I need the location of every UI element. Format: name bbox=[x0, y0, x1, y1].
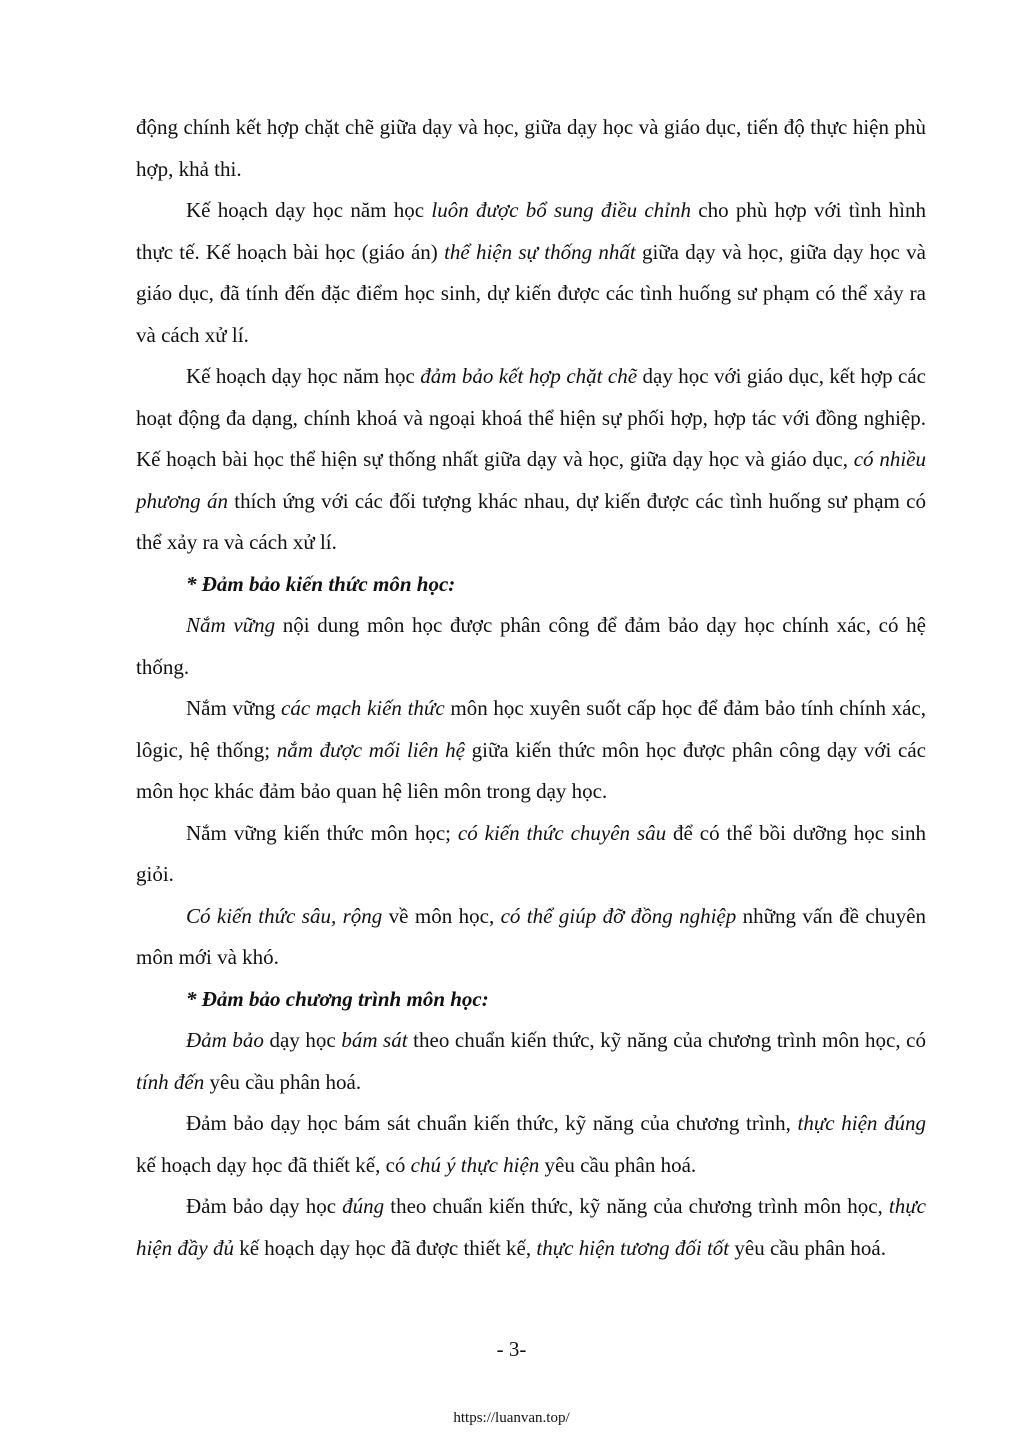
italic-run: có kiến thức chuyên sâu bbox=[457, 820, 667, 845]
text-run: động chính kết hợp chặt chẽ giữa dạy và học, giữa dạy học và giáo dục, tiến độ thực hiện phù hợp, khả thi. bbox=[136, 115, 926, 181]
italic-run: thực hiện tương đối tốt bbox=[536, 1235, 730, 1260]
text-run: Đảm bảo dạy học bbox=[186, 1194, 343, 1218]
paragraph-1 bbox=[136, 107, 926, 190]
text-run: cho phù hợp với tình hình thực tế. Kế hoạch bài học (giáo án) bbox=[136, 198, 926, 264]
footer-url: https://luanvan.top/ bbox=[453, 1410, 570, 1426]
text-run: môn học xuyên suốt cấp học để đảm bảo tính chính xác, lôgic, hệ thống; bbox=[136, 696, 927, 762]
text-run: theo chuẩn kiến thức, kỹ năng của chương trình môn học, có bbox=[407, 1028, 926, 1052]
paragraph-5 bbox=[136, 688, 926, 813]
text-run: giữa dạy và học, giữa dạy học và giáo dục, đã tính đến đặc điểm học sinh, dự kiến được các tình huống sư phạm có thể xảy ra và cách xử lí. bbox=[136, 239, 927, 347]
italic-run: thực hiện đúng bbox=[797, 1111, 926, 1135]
italic-run: nắm được mối liên hệ bbox=[276, 737, 465, 762]
document-body bbox=[136, 107, 926, 1269]
italic-run: chú ý thực hiện bbox=[410, 1152, 540, 1177]
text-run: Nắm vững bbox=[186, 696, 282, 720]
italic-run: Đảm bảo bbox=[186, 1028, 264, 1052]
text-run: yêu cầu phân hoá. bbox=[204, 1069, 362, 1094]
paragraph-6 bbox=[136, 813, 926, 896]
text-run: Kế hoạch dạy học năm học bbox=[186, 364, 421, 388]
text-run: dạy học với giáo dục, kết hợp các hoạt động đa dạng, chính khoá và ngoại khoá thể hiện sự phối hợp, hợp tác với đồng nghiệp. Kế hoạch bài học thể hiện sự thống nhất giữa dạy và học, giữa dạy học và giáo dục, bbox=[136, 364, 927, 471]
italic-run: Có kiến thức sâu, rộng bbox=[186, 903, 383, 928]
paragraph-2 bbox=[136, 190, 926, 356]
italic-run: Nắm vững bbox=[186, 613, 276, 637]
paragraph-4 bbox=[136, 605, 926, 688]
paragraph-9 bbox=[136, 1103, 926, 1186]
section-heading-knowledge: * Đảm bảo kiến thức môn học: bbox=[186, 571, 456, 596]
italic-run: thể hiện sự thống nhất bbox=[444, 239, 636, 264]
italic-run: luôn được bổ sung điều chỉnh bbox=[431, 198, 692, 222]
italic-run: tính đến bbox=[136, 1069, 205, 1094]
paragraph-7 bbox=[136, 896, 926, 979]
paragraph-8 bbox=[136, 1020, 926, 1103]
section-heading-curriculum: * Đảm bảo chương trình môn học: bbox=[186, 986, 489, 1011]
italic-run: đúng bbox=[342, 1194, 385, 1218]
text-run: thích ứng với các đối tượng khác nhau, dự kiến được các tình huống sư phạm có thể xảy ra và cách xử lí. bbox=[136, 488, 926, 554]
text-run: Đảm bảo dạy học bám sát chuẩn kiến thức, kỹ năng của chương trình, bbox=[186, 1111, 798, 1135]
text-run: Kế hoạch dạy học năm học bbox=[186, 198, 432, 222]
italic-run: có thể giúp đỡ đồng nghiệp bbox=[500, 903, 737, 928]
italic-run: thực hiện đầy đủ bbox=[136, 1194, 926, 1260]
italic-run: có nhiều phương án bbox=[136, 447, 926, 513]
text-run: theo chuẩn kiến thức, kỹ năng của chương trình môn học, bbox=[384, 1194, 889, 1218]
text-run: kế hoạch dạy học đã thiết kế, có bbox=[136, 1152, 411, 1177]
text-run: nội dung môn học được phân công để đảm bảo dạy học chính xác, có hệ thống. bbox=[136, 613, 926, 679]
text-run: để có thể bồi dưỡng học sinh giỏi. bbox=[136, 820, 926, 886]
page-number: - 3- bbox=[496, 1337, 527, 1361]
text-run: Nắm vững kiến thức môn học; bbox=[186, 820, 458, 845]
italic-run: đảm bảo kết hợp chặt chẽ bbox=[420, 364, 638, 388]
italic-run: các mạch kiến thức bbox=[281, 696, 445, 720]
italic-run: bám sát bbox=[341, 1028, 408, 1052]
text-run: yêu cầu phân hoá. bbox=[539, 1152, 697, 1177]
paragraph-3 bbox=[136, 356, 926, 564]
text-run: giữa kiến thức môn học được phân công dạy với các môn học khác đảm bảo quan hệ liên môn trong dạy học. bbox=[136, 737, 927, 803]
text-run: dạy học bbox=[263, 1028, 342, 1052]
text-run: những vấn đề chuyên môn mới và khó. bbox=[136, 903, 926, 969]
text-run: về môn học, bbox=[382, 903, 501, 928]
text-run: kế hoạch dạy học đã được thiết kế, bbox=[233, 1235, 537, 1260]
paragraph-10 bbox=[136, 1186, 926, 1269]
text-run: yêu cầu phân hoá. bbox=[729, 1235, 886, 1260]
